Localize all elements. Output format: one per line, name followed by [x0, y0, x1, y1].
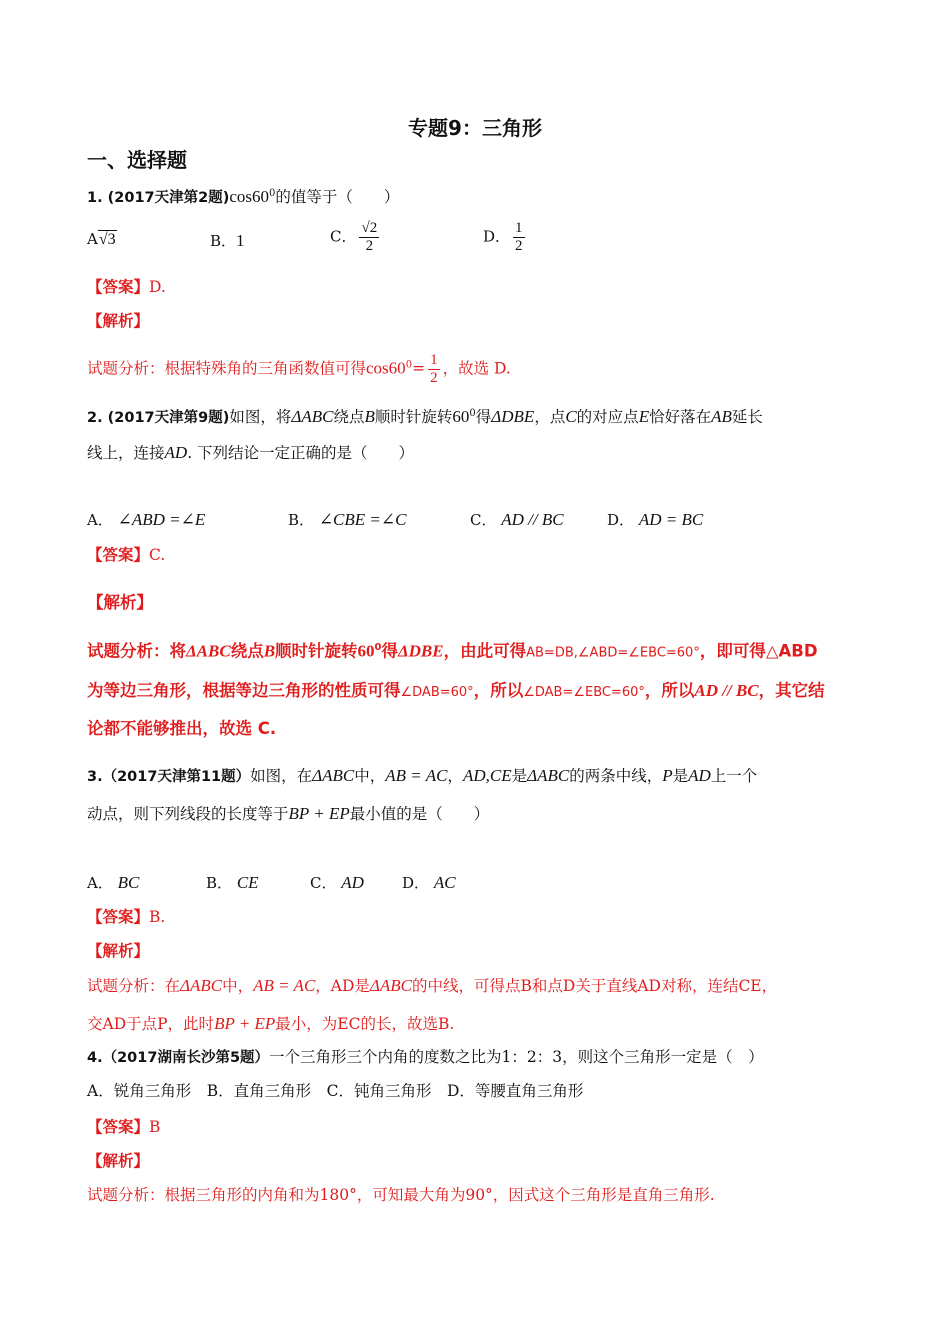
q3-t4: 是: [511, 767, 528, 785]
q1-option-b-letter: B．: [210, 232, 237, 250]
q3-tri2: ΔABC: [527, 766, 570, 785]
q1-analysis-den: 2: [430, 370, 438, 386]
q1-label: 1. (2017天津第2题): [87, 190, 230, 207]
q3-an1c: ，AD是: [315, 977, 370, 995]
q2-an2f: AD // BC: [694, 681, 759, 700]
q1-analysis-expr: cos60: [366, 358, 406, 378]
section-heading: 一、选择题: [87, 148, 187, 172]
q1-analysis-tag: [87, 310, 149, 332]
q3-l2a: 动点，则下列线段的长度等于: [87, 805, 289, 823]
q2-an2b: ∠DAB=60°: [400, 685, 474, 700]
q3-stem-line1: [87, 765, 757, 788]
q2-an2c: ，所以: [473, 681, 524, 700]
q2-degree: 60: [452, 407, 470, 427]
q2-an1c: 顺时针旋转: [275, 641, 358, 661]
q2-tri1: ΔABC: [291, 407, 334, 427]
q1-sup: 0: [269, 188, 276, 199]
q2-text7: 恰好落在: [649, 408, 712, 427]
q1-option-c[interactable]: [330, 220, 382, 255]
q2-line2b: . 下列结论一定正确的是（ ）: [187, 444, 415, 462]
q2-text8: 延长: [731, 408, 763, 427]
q4-options[interactable]: [87, 1080, 583, 1102]
q2-answer-value: C.: [149, 546, 166, 564]
q2-label: 2. (2017天津第9题): [87, 410, 230, 427]
q4-answer-tag: 【答案】: [87, 1118, 150, 1136]
q3-point-p: P: [662, 766, 673, 785]
q3-option-c[interactable]: [310, 872, 364, 893]
q1-analysis-num: 1: [430, 352, 438, 368]
q2-an1-tri: ΔABC: [186, 641, 231, 661]
q3-answer: [87, 906, 165, 928]
q3-an2a: 交AD于点P，此时: [87, 1015, 215, 1033]
q1-expr: cos60: [229, 187, 270, 207]
q2-point-b: B: [364, 407, 375, 427]
q3-option-d-letter: D．: [402, 874, 430, 892]
q2-an2a: 为等边三角形，根据等边三角形的性质可得: [87, 681, 401, 700]
q3-t1: 如图，在: [250, 767, 313, 785]
q3-an1-tri: ΔABC: [180, 976, 223, 995]
q1-option-b-value: 1: [236, 231, 245, 250]
q3-l2expr: BP + EP: [288, 804, 350, 823]
q2-an2g: ，其它结: [758, 681, 825, 700]
q2-stem-line1: [87, 403, 763, 429]
q1-option-c-letter: C．: [330, 227, 357, 246]
q3-analysis-tag-text: 【解析】: [87, 942, 150, 960]
q1-option-d-fraction: [513, 220, 525, 255]
q4-analysis: [87, 1184, 715, 1206]
q1-option-d[interactable]: [483, 220, 528, 255]
q3-t6: 是: [672, 767, 689, 785]
q2-an1a: 试题分析：将: [87, 641, 186, 661]
q2-analysis-tag: [87, 592, 153, 614]
q3-option-b[interactable]: [206, 872, 259, 893]
q2-option-d-letter: D．: [607, 511, 635, 529]
q3-analysis-line2: [87, 1013, 454, 1035]
q2-option-b-expr: ∠CBE =∠C: [318, 510, 407, 529]
q2-option-d-expr: AD = BC: [638, 510, 704, 529]
q2-degree-sup: 0: [469, 408, 476, 419]
q4-text: 一个三角形三个内角的度数之比为1：2：3，则这个三角形一定是（ ）: [269, 1048, 764, 1066]
q2-option-a-letter: A．: [87, 511, 113, 529]
q2-segment: AB: [711, 407, 732, 427]
q1-option-a-letter: A: [87, 230, 98, 248]
q2-answer: [87, 544, 165, 566]
q4-analysis-tag-text: 【解析】: [87, 1152, 150, 1170]
q3-t7: 上一个: [710, 767, 758, 785]
q2-an1e: ，由此可得: [443, 641, 527, 661]
q1-option-b[interactable]: [210, 230, 245, 251]
q2-analysis-line2: [87, 680, 825, 704]
q1-stem: [87, 183, 399, 209]
q2-option-a-expr: ∠ABD =∠E: [117, 510, 206, 529]
q1-answer-value: D.: [149, 278, 166, 296]
page-title: 专题9：三角形: [408, 116, 542, 140]
q2-answer-tag: 【答案】: [87, 546, 150, 564]
q1-option-c-fraction: [359, 220, 379, 255]
q3-t5: 的两条中线，: [569, 767, 663, 785]
q1-option-a-value: [98, 230, 117, 248]
q4-analysis-tag: [87, 1150, 149, 1172]
q1-answer-tag: 【答案】: [87, 278, 150, 296]
q3-tri: ΔABC: [312, 766, 355, 785]
q3-label: 3.（2017天津第11题）: [87, 769, 251, 785]
q2-an2d: ∠DAB=∠EBC=60°: [523, 685, 645, 700]
q3-option-d[interactable]: [402, 872, 456, 893]
q2-an1d: 得: [381, 641, 398, 661]
q2-option-b-letter: B．: [288, 511, 315, 529]
q3-an2b: 最小，为EC的长，故选B.: [275, 1015, 455, 1033]
q2-option-c-letter: C．: [470, 511, 497, 529]
q2-an2e: ，所以: [644, 681, 695, 700]
q3-an1a: 试题分析：在: [87, 977, 181, 995]
q1-option-a-radical: √3: [98, 231, 116, 248]
q2-an1b: 绕点: [230, 641, 264, 661]
q2-point-c: C: [565, 407, 577, 427]
q2-tri2: ΔDBE: [491, 407, 535, 427]
q2-an1-degree: 60: [357, 641, 375, 661]
q2-analysis-line1: [87, 637, 818, 665]
q2-text3: 顺时针旋转: [374, 408, 453, 427]
q2-an1f: AB=DB,∠ABD=∠EBC=60°: [526, 645, 700, 661]
q3-option-a[interactable]: [87, 872, 139, 893]
q2-stem-line2: [87, 442, 414, 464]
q1-analysis-eq: =: [412, 359, 426, 378]
q3-option-c-expr: AD: [341, 873, 364, 892]
q3-l2b: 最小值的是（ ）: [349, 805, 490, 823]
q3-t2: 中，: [354, 767, 386, 785]
q1-analysis-tag-text: 【解析】: [87, 312, 150, 330]
q1-analysis-post: ，故选 D.: [442, 359, 511, 378]
q2-text4: 得: [475, 408, 492, 427]
q2-analysis-line3: [87, 718, 276, 740]
q2-text1: 如图，将: [229, 408, 292, 427]
q1-option-c-den: 2: [365, 238, 374, 254]
q3-segs: AD,CE: [462, 766, 512, 785]
q3-an2-expr: BP + EP: [214, 1014, 276, 1033]
q3-option-a-expr: BC: [117, 873, 140, 892]
q2-option-b[interactable]: [288, 509, 406, 530]
q2-an1g: ，即可得△ABD: [699, 641, 818, 661]
q2-text5: ，点: [534, 408, 566, 427]
q3-option-c-letter: C．: [310, 874, 337, 892]
q3-option-d-expr: AC: [433, 873, 456, 892]
q2-point-e: E: [638, 407, 650, 427]
q3-stem-line2: [87, 803, 489, 825]
q1-answer: [87, 276, 166, 298]
q2-option-a[interactable]: [87, 509, 205, 530]
q3-t3: ，: [447, 767, 463, 785]
q2-segment2: AD: [164, 443, 188, 462]
q1-tail: 的值等于（ ）: [275, 188, 400, 207]
q2-analysis-tag-text: 【解析】: [87, 593, 153, 612]
q3-analysis-line1: [87, 975, 777, 997]
q2-option-c[interactable]: [470, 509, 564, 530]
q4-stem: [87, 1046, 764, 1069]
q3-option-b-expr: CE: [236, 873, 259, 892]
q3-option-a-letter: A．: [87, 874, 113, 892]
q2-line2a: 线上，连接: [87, 444, 165, 462]
q3-eq: AB = AC: [385, 766, 448, 785]
q4-options-text: A．锐角三角形 B．直角三角形 C．钝角三角形 D．等腰直角三角形: [87, 1082, 584, 1100]
q3-answer-tag: 【答案】: [87, 908, 150, 926]
q3-an1-eq: AB = AC: [253, 976, 316, 995]
q3-seg: AD: [688, 766, 711, 785]
q2-an1-tri2: ΔDBE: [398, 641, 444, 661]
q1-analysis-pre: 试题分析：根据特殊角的三角函数值可得: [87, 359, 367, 378]
q4-analysis-text: 试题分析：根据三角形的内角和为180°，可知最大角为90°，因式这个三角形是直角三角形.: [87, 1186, 715, 1204]
q2-text2: 绕点: [333, 408, 365, 427]
q2-text6: 的对应点: [576, 408, 639, 427]
q2-an1-sup: 0: [374, 642, 382, 653]
q4-answer: [87, 1116, 160, 1138]
q3-answer-value: B.: [149, 908, 166, 926]
q3-option-b-letter: B．: [206, 874, 233, 892]
q3-analysis-tag: [87, 940, 149, 962]
q2-option-d[interactable]: [607, 509, 703, 530]
q4-label: 4.（2017湖南长沙第5题）: [87, 1050, 270, 1066]
q3-an1-tri2: ΔABC: [369, 976, 412, 995]
q1-analysis: [87, 352, 511, 387]
q1-option-d-num: 1: [515, 220, 523, 236]
q1-option-d-den: 2: [515, 238, 523, 254]
q1-analysis-sup: 0: [405, 359, 413, 371]
q1-option-a[interactable]: [87, 230, 117, 249]
q1-option-c-num: √2: [361, 220, 378, 236]
q1-option-d-letter: D．: [483, 227, 511, 246]
q3-an1b: 中，: [222, 977, 254, 995]
q2-an1-point-b: B: [263, 641, 276, 661]
q1-analysis-fraction: [428, 352, 440, 387]
q3-an1d: 的中线，可得点B和点D关于直线AD对称，连结CE，: [412, 977, 778, 995]
q2-an3: 论都不能够推出，故选 C.: [87, 719, 277, 738]
q2-option-c-expr: AD // BC: [501, 510, 564, 529]
q4-answer-value: B: [149, 1118, 161, 1136]
